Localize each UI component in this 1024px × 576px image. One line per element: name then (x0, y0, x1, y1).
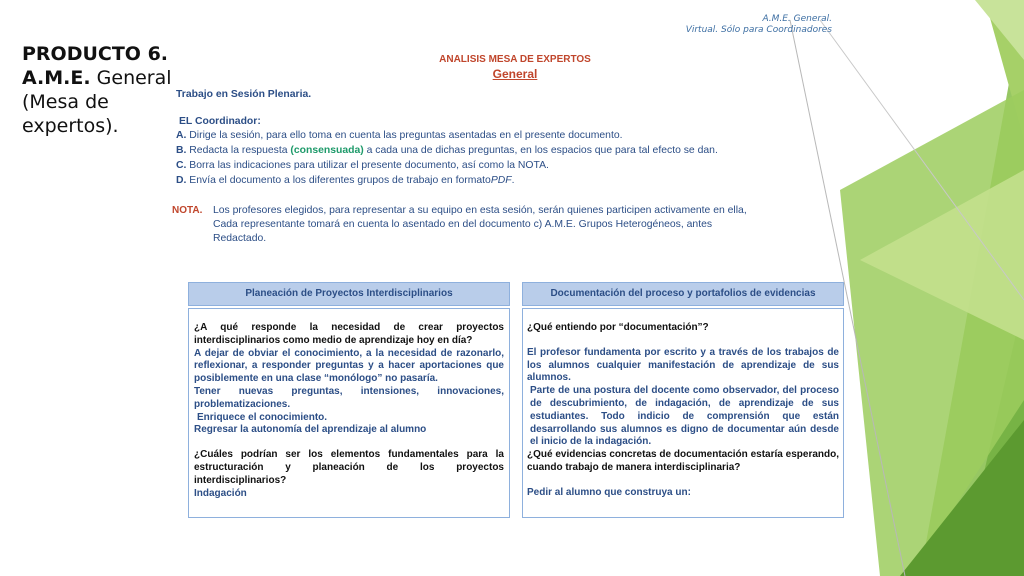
step-a (176, 129, 623, 143)
step-b (176, 144, 718, 158)
step-d-pre: Envía el documento a los diferentes grupos de trabajo en formato (189, 175, 491, 186)
nota-line-1: Los profesores elegidos, para representar a su equipo en esta sesión, serán quienes participen activamente en ella, (213, 205, 747, 216)
step-c-text: Borra las indicaciones para utilizar el presente documento, así como la NOTA. (189, 160, 549, 171)
left-q1: ¿A qué responde la necesidad de crear proyectos interdisciplinarios como medio de aprendizaje hoy en día? (194, 322, 504, 346)
step-d-key: D. (176, 175, 187, 186)
title-bold: PRODUCTO 6. A.M.E. (22, 43, 169, 89)
step-c-key: C. (176, 160, 187, 171)
step-b-pre: Redacta la respuesta (189, 145, 288, 156)
coordinator-label: EL Coordinador: (179, 116, 261, 127)
left-a1: A dejar de obviar el conocimiento, a la necesidad de razonarlo, reflexionar, a responder preguntas y a hacer aportaciones que posiblemente en una clase “monólogo” no pasaría. (194, 347, 504, 385)
nota-line-3: Redactado. (213, 233, 267, 244)
right-box-content (527, 322, 839, 500)
page-title (22, 42, 172, 138)
right-a3: Pedir al alumno que construya un: (527, 486, 691, 498)
step-a-text: Dirige la sesión, para ello toma en cuenta las preguntas asentadas en el presente documento. (189, 130, 623, 141)
left-q2: ¿Cuáles podrían ser los elementos fundamentales para la estructuración y planeación de los proyectos interdisciplinarios? (194, 449, 504, 486)
nota-label: NOTA. (172, 205, 203, 216)
nota-line-2: Cada representante tomará en cuenta lo asentado en del documento c) A.M.E. Grupos Heterogéneos, antes (213, 219, 713, 230)
right-a1: El profesor fundamenta por escrito y a través de los trabajos de los alumnos cualquier manifestación de aprendizaje de sus alumnos. (527, 346, 839, 384)
left-a3: Enriquece el conocimiento. (197, 411, 328, 423)
step-b-post: a cada una de dichas preguntas, en los espacios que para tal efecto se dan. (366, 145, 718, 156)
title-rest: General (Mesa de expertos). (22, 67, 172, 137)
left-a4: Regresar la autonomía del aprendizaje al alumno (194, 424, 427, 436)
step-b-highlight: (consensuada) (290, 145, 364, 156)
step-b-key: B. (176, 145, 187, 156)
left-a2: Tener nuevas preguntas, intensiones, innovaciones, problematizaciones. (194, 385, 504, 410)
caption-line-2: Virtual. Sólo para Coordinadores (685, 25, 832, 35)
step-a-key: A. (176, 130, 187, 141)
left-box-header: Planeación de Proyectos Interdisciplinarios (188, 282, 510, 306)
nota-text (213, 204, 803, 246)
step-d-post: . (511, 175, 515, 186)
top-right-caption (686, 14, 832, 36)
step-d (176, 174, 515, 188)
step-c (176, 159, 549, 173)
right-q2: ¿Qué evidencias concretas de documentación estaría esperando, cuando trabajo de manera interdisciplinaria? (527, 449, 839, 473)
header-line-1: ANALISIS MESA DE EXPERTOS (439, 54, 591, 65)
left-box-content (194, 322, 504, 500)
header-line-2: General (492, 67, 538, 81)
caption-line-1: A.M.E. General. (762, 14, 832, 24)
right-q1: ¿Qué entiendo por “documentación”? (527, 322, 709, 333)
document-header (430, 54, 600, 81)
step-d-italic: PDF (490, 175, 512, 186)
right-a2: Parte de una postura del docente como observador, del proceso de descubrimiento, de indagación, de aprendizaje de sus estudiantes. Todo indicio de comprensión que están desarrollando sus alumnos es digno de documentar aún desde el inicio de la indagación. (530, 385, 839, 448)
session-label: Trabajo en Sesión Plenaria. (176, 89, 312, 100)
left-a5: Indagación (194, 487, 247, 499)
right-box-header: Documentación del proceso y portafolios de evidencias (522, 282, 844, 306)
